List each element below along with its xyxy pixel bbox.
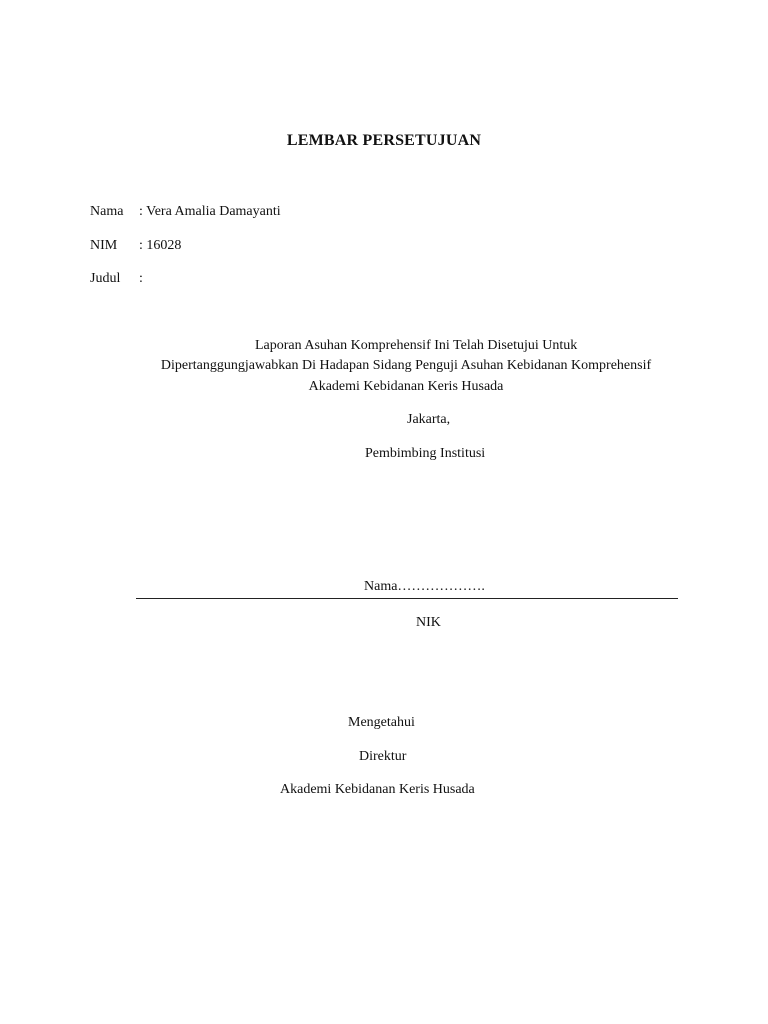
field-value-judul: : — [139, 271, 143, 286]
field-label-nim: NIM — [90, 238, 118, 253]
field-label-judul: Judul — [90, 271, 121, 286]
field-value-nama: : Vera Amalia Damayanti — [139, 204, 281, 219]
supervisor-role: Pembimbing Institusi — [365, 446, 486, 461]
signature-nik: NIK — [416, 615, 441, 630]
acknowledgement-line-2: Direktur — [359, 749, 407, 764]
field-label-nama: Nama — [90, 204, 124, 219]
signature-name-line: Nama………………. — [364, 579, 485, 594]
acknowledgement-line-3: Akademi Kebidanan Keris Husada — [280, 782, 475, 797]
document-title: LEMBAR PERSETUJUAN — [286, 132, 482, 149]
approval-text-line-3: Akademi Kebidanan Keris Husada — [308, 379, 504, 394]
approval-text-line-2: Dipertanggungjawabkan Di Hadapan Sidang Penguji Asuhan Kebidanan Komprehensif — [160, 358, 652, 373]
field-value-nim: : 16028 — [139, 238, 182, 253]
place-date: Jakarta, — [407, 412, 451, 427]
signature-rule — [136, 598, 678, 599]
acknowledgement-line-1: Mengetahui — [348, 715, 415, 730]
approval-text-line-1: Laporan Asuhan Komprehensif Ini Telah Disetujui Untuk — [255, 338, 578, 353]
